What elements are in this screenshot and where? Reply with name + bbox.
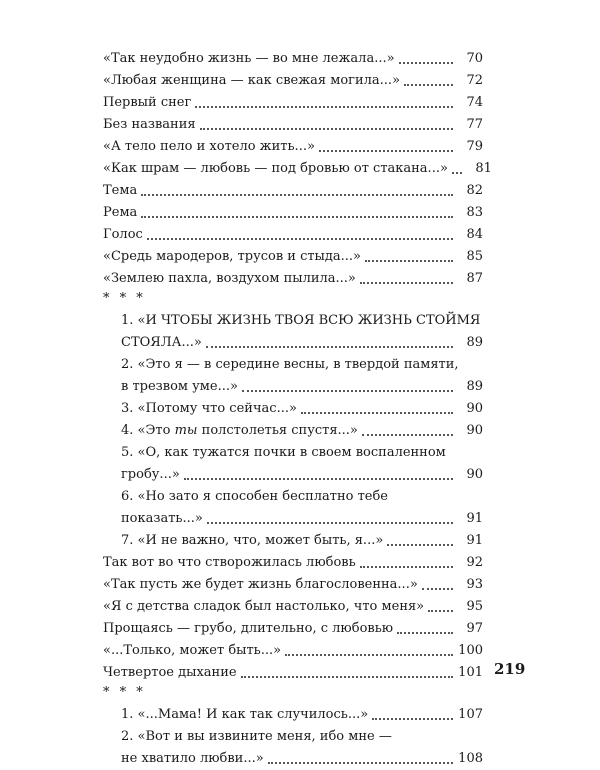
dot-leader (360, 566, 453, 568)
dot-leader (404, 84, 453, 86)
toc-entry-page: 77 (466, 117, 483, 132)
dot-leader (241, 676, 453, 678)
toc-entry (103, 530, 483, 552)
section-separator: * * * (103, 291, 146, 306)
toc-entry-page: 90 (466, 467, 483, 482)
dot-leader (319, 150, 453, 152)
toc-entry-page: 90 (466, 401, 483, 416)
dot-leader (387, 544, 453, 546)
toc-entry-page: 93 (466, 577, 483, 592)
toc-entry-page: 91 (466, 533, 483, 548)
toc-entry-title: «Средь мародеров, трусов и стыда...» (103, 249, 362, 264)
toc-entry-title: 6. «Но зато я способен бесплатно тебе (121, 489, 389, 504)
toc-entry-title: «Так неудобно жизнь — во мне лежала...» (103, 51, 395, 66)
dot-leader (184, 478, 453, 480)
toc-entry (103, 180, 483, 202)
toc-entry-page: 90 (466, 423, 483, 438)
toc-entry-page: 87 (466, 271, 483, 286)
toc-entry (103, 92, 483, 114)
toc-entry-title: 4. «Это ты полстолетья спустя...» (121, 423, 358, 438)
toc-entry-title: 1. «...Мама! И как так случилось...» (121, 707, 369, 722)
toc-entry-page: 72 (466, 73, 483, 88)
dot-leader (141, 216, 453, 218)
toc-entry-page: 83 (466, 205, 483, 220)
dot-leader (360, 282, 453, 284)
dot-leader (207, 522, 453, 524)
dot-leader (200, 128, 453, 130)
toc-entry (103, 640, 483, 662)
toc-entry-title: Первый снег (103, 95, 192, 110)
toc-entry (103, 310, 483, 354)
toc-entry-title: «Я с детства сладок был настолько, что меня» (103, 599, 425, 614)
dot-leader (206, 346, 453, 348)
toc-entry (103, 726, 483, 770)
toc-entry-page: 85 (466, 249, 483, 264)
toc-entry (103, 246, 483, 268)
dot-leader (428, 610, 453, 612)
dot-leader (422, 588, 453, 590)
toc-entry-title: Без названия (103, 117, 196, 132)
toc-entry (103, 202, 483, 224)
toc-entry-page: 97 (466, 621, 483, 636)
toc-entry-title-continued: гробу...» (121, 467, 180, 482)
toc-entry (103, 552, 483, 574)
toc-entry-page: 89 (466, 379, 483, 394)
toc-entry (103, 398, 483, 420)
toc-entry-page: 82 (466, 183, 483, 198)
dot-leader (268, 762, 453, 764)
toc-entry (103, 48, 483, 70)
toc-entry (103, 662, 483, 684)
toc-entry (103, 442, 483, 486)
toc-entry-title: 2. «Это я — в середине весны, в твердой памяти, (121, 357, 459, 372)
toc-entry-title: 1. «И ЧТОБЫ ЖИЗНЬ ТВОЯ ВСЮ ЖИЗНЬ СТОЙМЯ (121, 313, 481, 328)
toc-entry-page: 89 (466, 335, 483, 350)
table-of-contents (103, 48, 492, 770)
toc-entry-title: Четвертое дыхание (103, 665, 237, 680)
toc-entry-title-continued: показать...» (121, 511, 203, 526)
toc-entry-page: 108 (458, 751, 483, 766)
toc-entry-title-continued: не хватило любви...» (121, 751, 264, 766)
toc-entry (103, 158, 492, 180)
toc-entry-title: 2. «Вот и вы извините меня, ибо мне — (121, 729, 392, 744)
toc-entry-title: «А тело пело и хотело жить...» (103, 139, 315, 154)
section-separator: * * * (103, 685, 146, 700)
dot-leader (141, 194, 453, 196)
toc-entry-title: 7. «И не важно, что, может быть, я...» (121, 533, 384, 548)
toc-entry-page: 101 (458, 665, 483, 680)
toc-entry (103, 354, 483, 398)
toc-entry-title: Тема (103, 183, 138, 198)
toc-entry-title: «Любая женщина — как свежая могила...» (103, 73, 401, 88)
dot-leader (147, 238, 453, 240)
toc-entry (103, 420, 483, 442)
toc-entry (103, 70, 483, 92)
toc-entry-title: Так вот во что створожилась любовь (103, 555, 356, 570)
toc-entry-page: 70 (466, 51, 483, 66)
toc-entry-page: 107 (458, 707, 483, 722)
toc-entry (103, 574, 483, 596)
toc-entry-title: 3. «Потому что сейчас...» (121, 401, 297, 416)
toc-entry-title: «Как шрам — любовь — под бровью от стакана...» (103, 161, 448, 176)
toc-entry-page: 95 (466, 599, 483, 614)
dot-leader (399, 62, 453, 64)
toc-entry (103, 704, 483, 726)
toc-entry-page: 84 (466, 227, 483, 242)
toc-entry (103, 136, 483, 158)
toc-entry-title: «...Только, может быть...» (103, 643, 282, 658)
toc-entry-title-continued: СТОЯЛА...» (121, 335, 202, 350)
dot-leader (242, 390, 453, 392)
toc-entry-title: Голос (103, 227, 143, 242)
toc-entry-page: 74 (466, 95, 483, 110)
toc-entry (103, 486, 483, 530)
toc-entry-page: 81 (475, 161, 492, 176)
toc-entry-title: «Так пусть же будет жизнь благословенна...» (103, 577, 418, 592)
dot-leader (301, 412, 453, 414)
toc-entry-title: Прощаясь — грубо, длительно, с любовью (103, 621, 394, 636)
toc-entry-page: 92 (466, 555, 483, 570)
dot-leader (397, 632, 453, 634)
toc-entry-title-continued: в трезвом уме...» (121, 379, 238, 394)
toc-entry (103, 618, 483, 640)
dot-leader (372, 718, 453, 720)
dot-leader (362, 434, 453, 436)
toc-entry (103, 268, 483, 290)
toc-entry (103, 224, 483, 246)
toc-entry-page: 79 (466, 139, 483, 154)
dot-leader (452, 172, 462, 174)
toc-entry (103, 596, 483, 618)
toc-entry-title: 5. «О, как тужатся почки в своем воспаленном (121, 445, 446, 460)
toc-entry-title: Рема (103, 205, 138, 220)
dot-leader (365, 260, 453, 262)
dot-leader (285, 654, 453, 656)
emphasis: ты (174, 423, 198, 438)
dot-leader (195, 106, 453, 108)
toc-entry-page: 91 (466, 511, 483, 526)
toc-entry (103, 114, 483, 136)
toc-entry-page: 100 (458, 643, 483, 658)
toc-entry-title: «Землею пахла, воздухом пылила...» (103, 271, 356, 286)
page-number: 219 (494, 660, 526, 678)
